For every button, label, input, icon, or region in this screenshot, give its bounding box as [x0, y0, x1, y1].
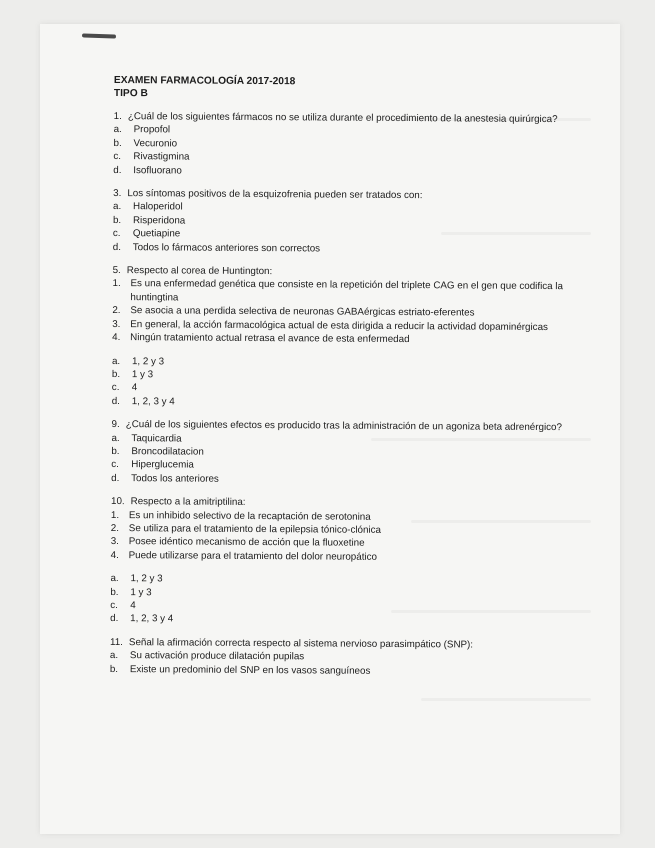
exam-content — [110, 74, 574, 679]
option-label: c. — [111, 459, 119, 471]
option-label: b. — [113, 137, 122, 149]
statement-text: Puede utilizarse para el tratamiento del dolor neuropático — [128, 549, 378, 563]
question-text: Señal la afirmación correcta respecto al sistema nervioso parasimpático (SNP): — [128, 636, 474, 651]
statement-label: 1. — [110, 509, 120, 521]
statement-label: 3. — [112, 318, 121, 330]
option-label: a. — [110, 573, 119, 585]
statement-text: Se asocia a una perdida selectiva de neuronas GABAérgicas estriato-eferentes — [130, 305, 475, 319]
option-text: 1 y 3 — [131, 369, 154, 381]
statement-text: Es un inhibido selectivo de la recaptación de serotonina — [128, 509, 371, 523]
statement — [112, 277, 572, 307]
option-label: a. — [113, 124, 122, 136]
option-text: Todos los anteriores — [131, 472, 219, 485]
question-text: Los síntomas positivos de la esquizofrenia pueden ser tratados con: — [127, 188, 423, 202]
option-text: Rivastigmina — [133, 151, 190, 163]
option-label: c. — [110, 599, 118, 612]
question-1 — [113, 110, 573, 180]
option-label: b. — [110, 586, 119, 598]
statement-label: 2. — [112, 305, 121, 317]
option-text: Haloperidol — [133, 201, 183, 213]
option-text: Isofluorano — [133, 164, 182, 177]
option-text: 1, 2 y 3 — [130, 573, 163, 585]
exam-title: EXAMEN FARMACOLOGÍA 2017-2018 — [113, 74, 296, 88]
option — [112, 395, 572, 412]
question-5 — [112, 264, 573, 411]
option-label: b. — [111, 368, 121, 380]
option-label: c. — [111, 382, 120, 394]
option — [111, 472, 571, 489]
question-number: 9. — [111, 419, 120, 431]
option-text: 4 — [131, 382, 138, 394]
option-text: Broncodilatacion — [131, 446, 204, 458]
option — [113, 241, 573, 258]
option-text: Su activación produce dilatación pupilas — [129, 650, 305, 663]
option-label: d. — [111, 472, 120, 484]
option-text: Hiperglucemia — [131, 459, 194, 471]
question-text: ¿Cuál de los siguientes fármacos no se utiliza durante el procedimiento de la anestesia quirúrgica? — [127, 111, 558, 126]
option-label: a. — [111, 432, 120, 444]
option-text: 1, 2, 3 y 4 — [130, 613, 174, 625]
option-label: b. — [112, 214, 122, 226]
option-label: b. — [111, 445, 120, 457]
question-number: 3. — [113, 188, 122, 200]
statement-text: Es una enfermedad genética que consiste en la repetición del triplete CAG en el gen que codifica la huntingtina — [130, 278, 563, 304]
option-text: Vecuronio — [133, 137, 178, 150]
option-label: a. — [111, 355, 121, 367]
option-text: Risperidona — [132, 214, 186, 227]
statement-text: Ningún tratamiento actual retrasa el avance de esta enfermedad — [130, 332, 410, 346]
question-text: Respecto al corea de Huntington: — [126, 265, 273, 278]
question-3 — [113, 187, 573, 257]
option-text: Taquicardia — [131, 432, 182, 445]
question-number: 10. — [110, 496, 125, 508]
option-text: Quetiapine — [132, 228, 181, 240]
option-text: 1, 2 y 3 — [131, 355, 165, 367]
option-label: d. — [110, 613, 119, 625]
question-text: ¿Cuál de los siguientes efectos es producido tras la administración de un agoniza beta adrenérgico? — [125, 419, 562, 434]
question-number: 1. — [113, 110, 122, 123]
question-number: 5. — [112, 265, 121, 277]
exam-type: TIPO B — [113, 87, 148, 100]
statement-label: 3. — [110, 536, 119, 548]
statement-text: En general, la acción farmacológica actual de esta dirigida a reducir la actividad dopaminérgicas — [130, 318, 548, 333]
option-label: a. — [109, 650, 119, 662]
question-10 — [110, 495, 571, 629]
statement-label: 4. — [110, 549, 119, 561]
bleed-through-mark — [421, 698, 591, 701]
option-text: 1, 2, 3 y 4 — [131, 395, 175, 408]
option-label: b. — [109, 663, 119, 675]
option-text: Todos lo fármacos anteriores son correctos — [132, 241, 321, 255]
statement-text: Se utiliza para el tratamiento de la epilepsia tónico-clónica — [128, 523, 382, 536]
option — [113, 164, 573, 181]
option-label: d. — [111, 395, 120, 407]
option-label: c. — [112, 228, 121, 240]
question-text: Respecto a la amitriptilina: — [130, 496, 246, 509]
question-9 — [111, 418, 571, 488]
option-text: Existe un predominio del SNP en los vasos sanguíneos — [129, 663, 371, 677]
option-text: 1 y 3 — [130, 586, 152, 598]
option-text: 4 — [130, 600, 136, 612]
option — [110, 612, 570, 629]
option-text: Propofol — [133, 124, 171, 136]
option-label: a. — [113, 201, 122, 213]
statement-label: 1. — [112, 278, 121, 290]
question-11 — [110, 636, 570, 679]
question-number: 11. — [109, 636, 123, 648]
option-label: c. — [113, 151, 122, 163]
statement-label: 2. — [110, 522, 120, 535]
option-label: d. — [112, 241, 122, 253]
option-label: d. — [113, 164, 122, 176]
statement-label: 4. — [112, 332, 121, 344]
statement-text: Posee idéntico mecanismo de acción que la fluoxetine — [128, 536, 365, 550]
